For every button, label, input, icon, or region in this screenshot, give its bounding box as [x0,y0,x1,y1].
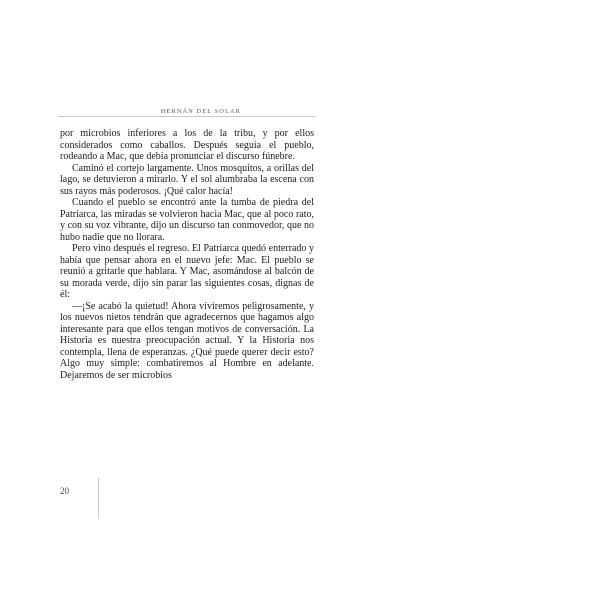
paragraph: Cuando el pueblo se encontró ante la tumba de piedra del Patriarca, las miradas se volvieron hacia Mac, que al poco rato, y con su voz vibrante, dijo un discurso tan conmovedor, que no hubo nadie que no llorara. [60,197,314,243]
right-page [300,0,600,600]
running-head: HERNÁN DEL SOLAR [160,108,242,115]
body-text [60,128,314,381]
paragraph: Caminó el cortejo largamente. Unos mosquitos, a orillas del lago, se detuvieron a mirarlo. Y el sol alumbraba la escena con sus rayos más poderosos. ¡Qué calor hacía! [60,162,314,197]
paragraph: —¡Se acabó la quietud! Ahora viviremos peligrosamente, y los nuevos nietos tendrán que agradecernos que hagamos algo interesante para que ellos tengan motivos de conversación. La Historia es nuestra preocupación actual. Y la Historia nos contempla, llena de esperanzas. ¿Qué puede querer decir esto? Algo muy simple: combatiremos al Hombre en adelante. Dejaremos de ser microbios [60,300,314,381]
header-rule [58,116,316,117]
paragraph: por microbios inferiores a los de la tribu, y por ellos considerados como caballos. Después seguía el pueblo, rodeando a Mac, que debía pronunciar el discurso fúnebre. [60,128,314,162]
margin-rule [98,478,99,518]
page-number: 20 [60,486,69,496]
paragraph: Pero vino después el regreso. El Patriarca quedó enterrado y había que pensar ahora en el nuevo jefe: Mac. El pueblo se reunió a gritarle que hablara. Y Mac, asomándose al balcón de su morada verde, dijo sin parar las siguientes cosas, dignas de él: [60,243,314,300]
